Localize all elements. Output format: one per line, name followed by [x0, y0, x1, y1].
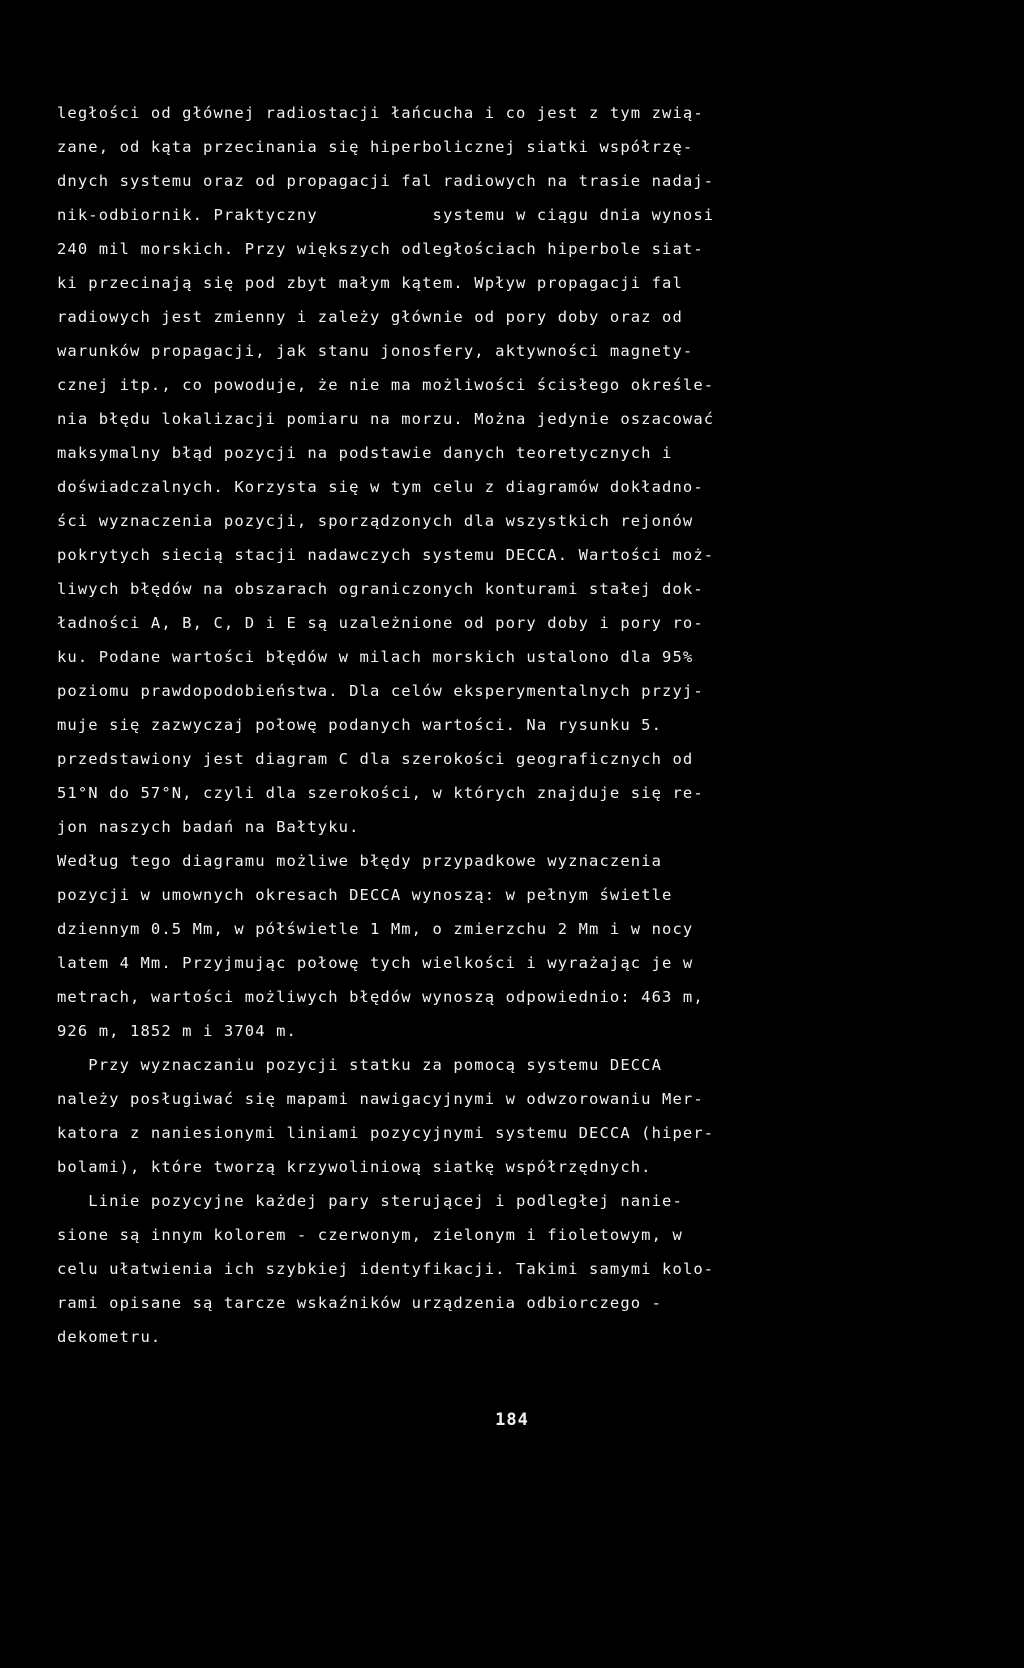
text-line: katora z naniesionymi liniami pozycyjnymi systemu DECCA (hiper-	[57, 1124, 715, 1142]
text-line: zane, od kąta przecinania się hiperbolicznej siatki współrzę-	[57, 138, 694, 156]
text-line: sione są innym kolorem - czerwonym, zielonym i fioletowym, w	[57, 1226, 683, 1244]
text-line: 926 m, 1852 m i 3704 m.	[57, 1022, 297, 1040]
text-line: cznej itp., co powoduje, że nie ma możliwości ścisłego określe-	[57, 376, 715, 394]
text-line: ległości od głównej radiostacji łańcucha i co jest z tym zwią-	[57, 104, 704, 122]
text-line: poziomu prawdopodobieństwa. Dla celów eksperymentalnych przyj-	[57, 682, 704, 700]
text-line: jon naszych badań na Bałtyku.	[57, 818, 360, 836]
body-text	[57, 96, 937, 1354]
text-line: latem 4 Mm. Przyjmując połowę tych wielkości i wyrażając je w	[57, 954, 694, 972]
text-line: pokrytych siecią stacji nadawczych systemu DECCA. Wartości moż-	[57, 546, 715, 564]
text-line: muje się zazwyczaj połowę podanych wartości. Na rysunku 5.	[57, 716, 663, 734]
text-line: należy posługiwać się mapami nawigacyjnymi w odwzorowaniu Mer-	[57, 1090, 704, 1108]
text-line: nia błędu lokalizacji pomiaru na morzu. Można jedynie oszacować	[57, 410, 715, 428]
text-line: Linie pozycyjne każdej pary sterującej i podległej nanie-	[57, 1192, 683, 1210]
text-line: liwych błędów na obszarach ograniczonych konturami stałej dok-	[57, 580, 704, 598]
text-line: ści wyznaczenia pozycji, sporządzonych dla wszystkich rejonów	[57, 512, 694, 530]
text-line: ki przecinają się pod zbyt małym kątem. Wpływ propagacji fal	[57, 274, 683, 292]
text-line: celu ułatwienia ich szybkiej identyfikacji. Takimi samymi kolo-	[57, 1260, 715, 1278]
text-line: maksymalny błąd pozycji na podstawie danych teoretycznych i	[57, 444, 673, 462]
text-line: dnych systemu oraz od propagacji fal radiowych na trasie nadaj-	[57, 172, 715, 190]
text-line: metrach, wartości możliwych błędów wynoszą odpowiednio: 463 m,	[57, 988, 704, 1006]
text-line: doświadczalnych. Korzysta się w tym celu z diagramów dokładno-	[57, 478, 704, 496]
text-line: przedstawiony jest diagram C dla szerokości geograficznych od	[57, 750, 694, 768]
text-line: pozycji w umownych okresach DECCA wynoszą: w pełnym świetle	[57, 886, 673, 904]
text-line: warunków propagacji, jak stanu jonosfery, aktywności magnety-	[57, 342, 694, 360]
text-line: Według tego diagramu możliwe błędy przypadkowe wyznaczenia	[57, 852, 663, 870]
text-line: ładności A, B, C, D i E są uzależnione od pory doby i pory ro-	[57, 614, 704, 632]
text-line: bolami), które tworzą krzywoliniową siatkę współrzędnych.	[57, 1158, 652, 1176]
text-line: nik-odbiornik. Praktyczny systemu w ciągu dnia wynosi	[57, 206, 715, 224]
page-number: 184	[495, 1410, 529, 1430]
text-line: radiowych jest zmienny i zależy głównie od pory doby oraz od	[57, 308, 683, 326]
text-line: dekometru.	[57, 1328, 162, 1346]
text-line: dziennym 0.5 Mm, w półświetle 1 Mm, o zmierzchu 2 Mm i w nocy	[57, 920, 694, 938]
text-line: ku. Podane wartości błędów w milach morskich ustalono dla 95%	[57, 648, 694, 666]
text-line: 51°N do 57°N, czyli dla szerokości, w których znajduje się re-	[57, 784, 704, 802]
text-line: rami opisane są tarcze wskaźników urządzenia odbiorczego -	[57, 1294, 663, 1312]
text-line: Przy wyznaczaniu pozycji statku za pomocą systemu DECCA	[57, 1056, 663, 1074]
text-line: 240 mil morskich. Przy większych odległościach hiperbole siat-	[57, 240, 704, 258]
